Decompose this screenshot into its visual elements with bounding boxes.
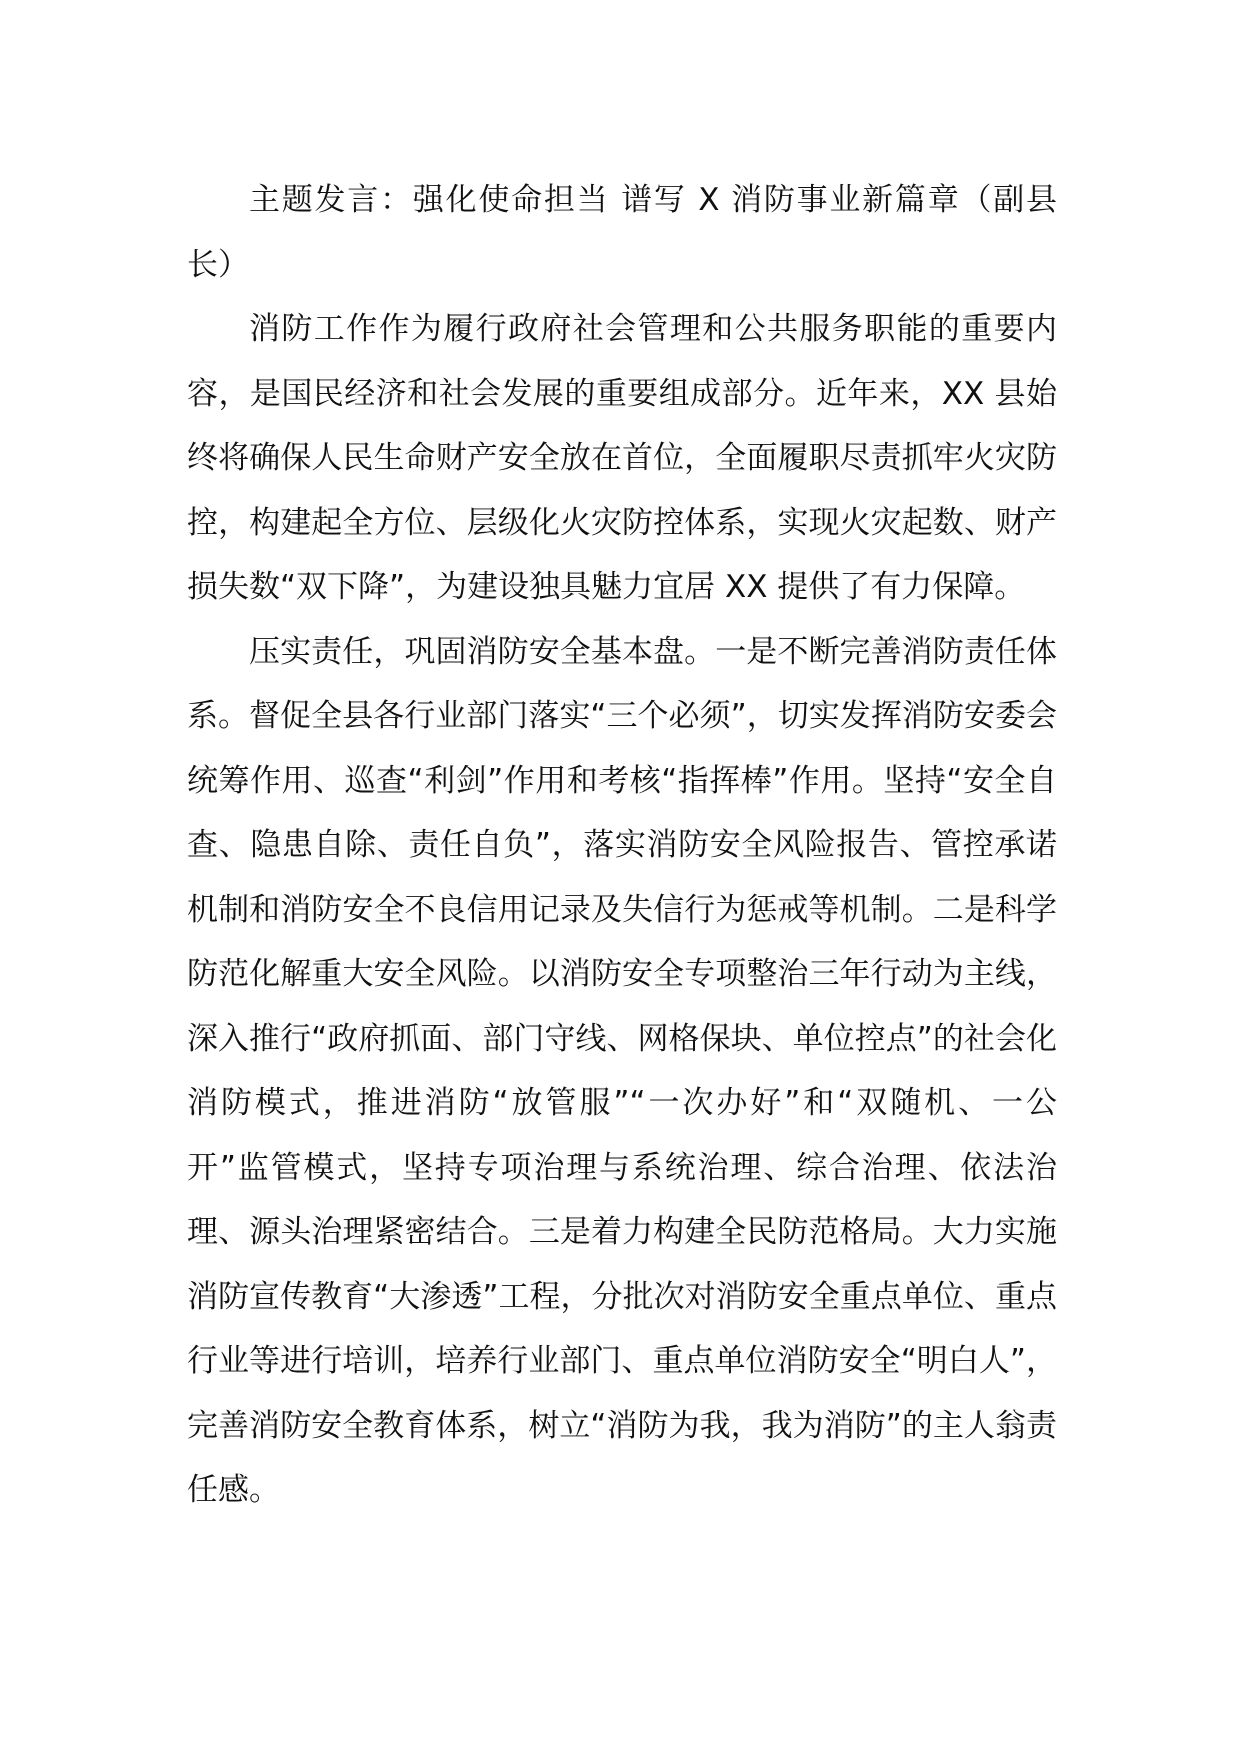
paragraph-responsibility: 压实责任，巩固消防安全基本盘。一是不断完善消防责任体系。督促全县各行业部门落实“三个必须”，切实发挥消防安委会统筹作用、巡查“利剑”作用和考核“指挥棒”作用。坚持“安全自查、隐患自除、责任自负”，落实消防安全风险报告、管控承诺机制和消防安全不良信用记录及失信行为惩戒等机制。二是科学防范化解重大安全风险。以消防安全专项整治三年行动为主线，深入推行“政府抓面、部门守线、网格保块、单位控点”的社会化消防模式，推进消防“放管服”“一次办好”和“双随机、一公开”监管模式，坚持专项治理与系统治理、综合治理、依法治理、源头治理紧密结合。三是着力构建全民防范格局。大力实施消防宣传教育“大渗透”工程，分批次对消防安全重点单位、重点行业等进行培训，培养行业部门、重点单位消防安全“明白人”，完善消防安全教育体系，树立“消防为我，我为消防”的主人翁责任感。 xyxy=(187,633,1057,1508)
document-title: 主题发言：强化使命担当 谱写 X 消防事业新篇章（副县长） xyxy=(187,182,1057,283)
paragraph-intro: 消防工作作为履行政府社会管理和公共服务职能的重要内容，是国民经济和社会发展的重要组成部分。近年来，XX 县始终将确保人民生命财产安全放在首位，全面履职尽责抓牢火灾防控，构建起全方位、层级化火灾防控体系，实现火灾起数、财产损失数“双下降”，为建设独具魅力宜居 XX 提供了有力保障。 xyxy=(187,311,1057,605)
document-body xyxy=(187,168,1057,1523)
